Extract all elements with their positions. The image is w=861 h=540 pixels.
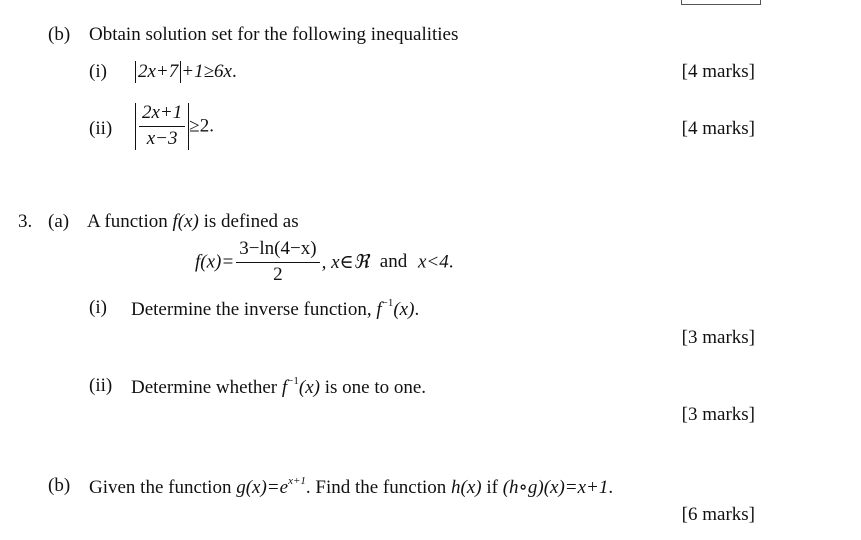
period: . (608, 477, 614, 498)
q3a-ii-text (131, 375, 426, 399)
q3b-text (89, 475, 613, 499)
absolute-value-fraction (135, 103, 189, 150)
q3a-i-label: (i) (89, 297, 107, 318)
q2b-label: (b) (48, 24, 71, 45)
q3-number: 3. (18, 211, 33, 232)
q3b-mid: . Find the function (305, 477, 447, 498)
q3b-marks: [6 marks] (681, 504, 755, 525)
intro-post: is defined as (203, 211, 299, 232)
definition-condition: x<4 (417, 251, 449, 273)
definition-fraction (236, 239, 319, 286)
period: . (448, 251, 454, 273)
denominator: x−3 (146, 127, 178, 149)
definition-numerator: 3−ln(4−x) (236, 239, 319, 263)
g-exponent: x+1 (288, 475, 306, 487)
q2b-i-label: (i) (89, 61, 107, 82)
inverse-argument: (x) (393, 299, 415, 320)
definition-domain: , x∈ℜ (321, 251, 370, 273)
inverse-argument: (x) (298, 377, 320, 398)
q2b-ii-inequality (135, 103, 214, 150)
fraction (139, 103, 185, 150)
period: . (414, 299, 420, 320)
intro-pre: A function (87, 211, 168, 232)
q3b-if: if (486, 477, 498, 498)
q3b-pre: Given the function (89, 477, 232, 498)
inequality-rest: +1≥6x (181, 61, 232, 82)
definition-lhs: f(x)= (195, 251, 235, 273)
q2b-ii-marks: [4 marks] (681, 118, 755, 139)
q3a-ii-marks: [3 marks] (681, 404, 755, 425)
q2b-ii-label: (ii) (89, 118, 113, 139)
q2b-i-inequality (135, 61, 237, 83)
definition-and: and (379, 251, 408, 273)
q3b-label: (b) (48, 475, 71, 496)
q3a-label: (a) (48, 211, 70, 232)
q2b-i-marks: [4 marks] (681, 61, 755, 82)
definition-denominator: 2 (273, 263, 283, 285)
numerator: 2x+1 (139, 103, 185, 127)
period: . (231, 61, 237, 82)
q3a-ii-label: (ii) (89, 375, 113, 396)
q3a-ii-pre: Determine whether (131, 377, 278, 398)
q3a-intro (87, 211, 299, 233)
g-definition: g(x)=e (236, 477, 289, 498)
q2b-instruction: Obtain solution set for the following inequalities (89, 24, 459, 45)
inverse-function: f (376, 299, 382, 320)
q3a-definition (195, 239, 453, 286)
inequality-rest: ≥2 (189, 115, 210, 137)
q3a-i-instruction: Determine the inverse function, (131, 299, 372, 320)
inverse-superscript: −1 (287, 375, 299, 387)
q3a-i-text (131, 297, 419, 321)
absolute-value-expression: 2x+7 (135, 61, 181, 83)
inverse-function: f (281, 377, 288, 398)
period: . (209, 115, 214, 137)
function-fx: f(x) (172, 211, 199, 232)
inverse-superscript: −1 (381, 297, 394, 309)
q3a-i-marks: [3 marks] (681, 327, 755, 348)
composition-equation: (h∘g)(x)=x+1 (502, 477, 609, 498)
q3a-ii-post: is one to one. (324, 377, 427, 398)
previous-marks-bracket (681, 0, 761, 5)
h-function: h(x) (451, 477, 482, 498)
